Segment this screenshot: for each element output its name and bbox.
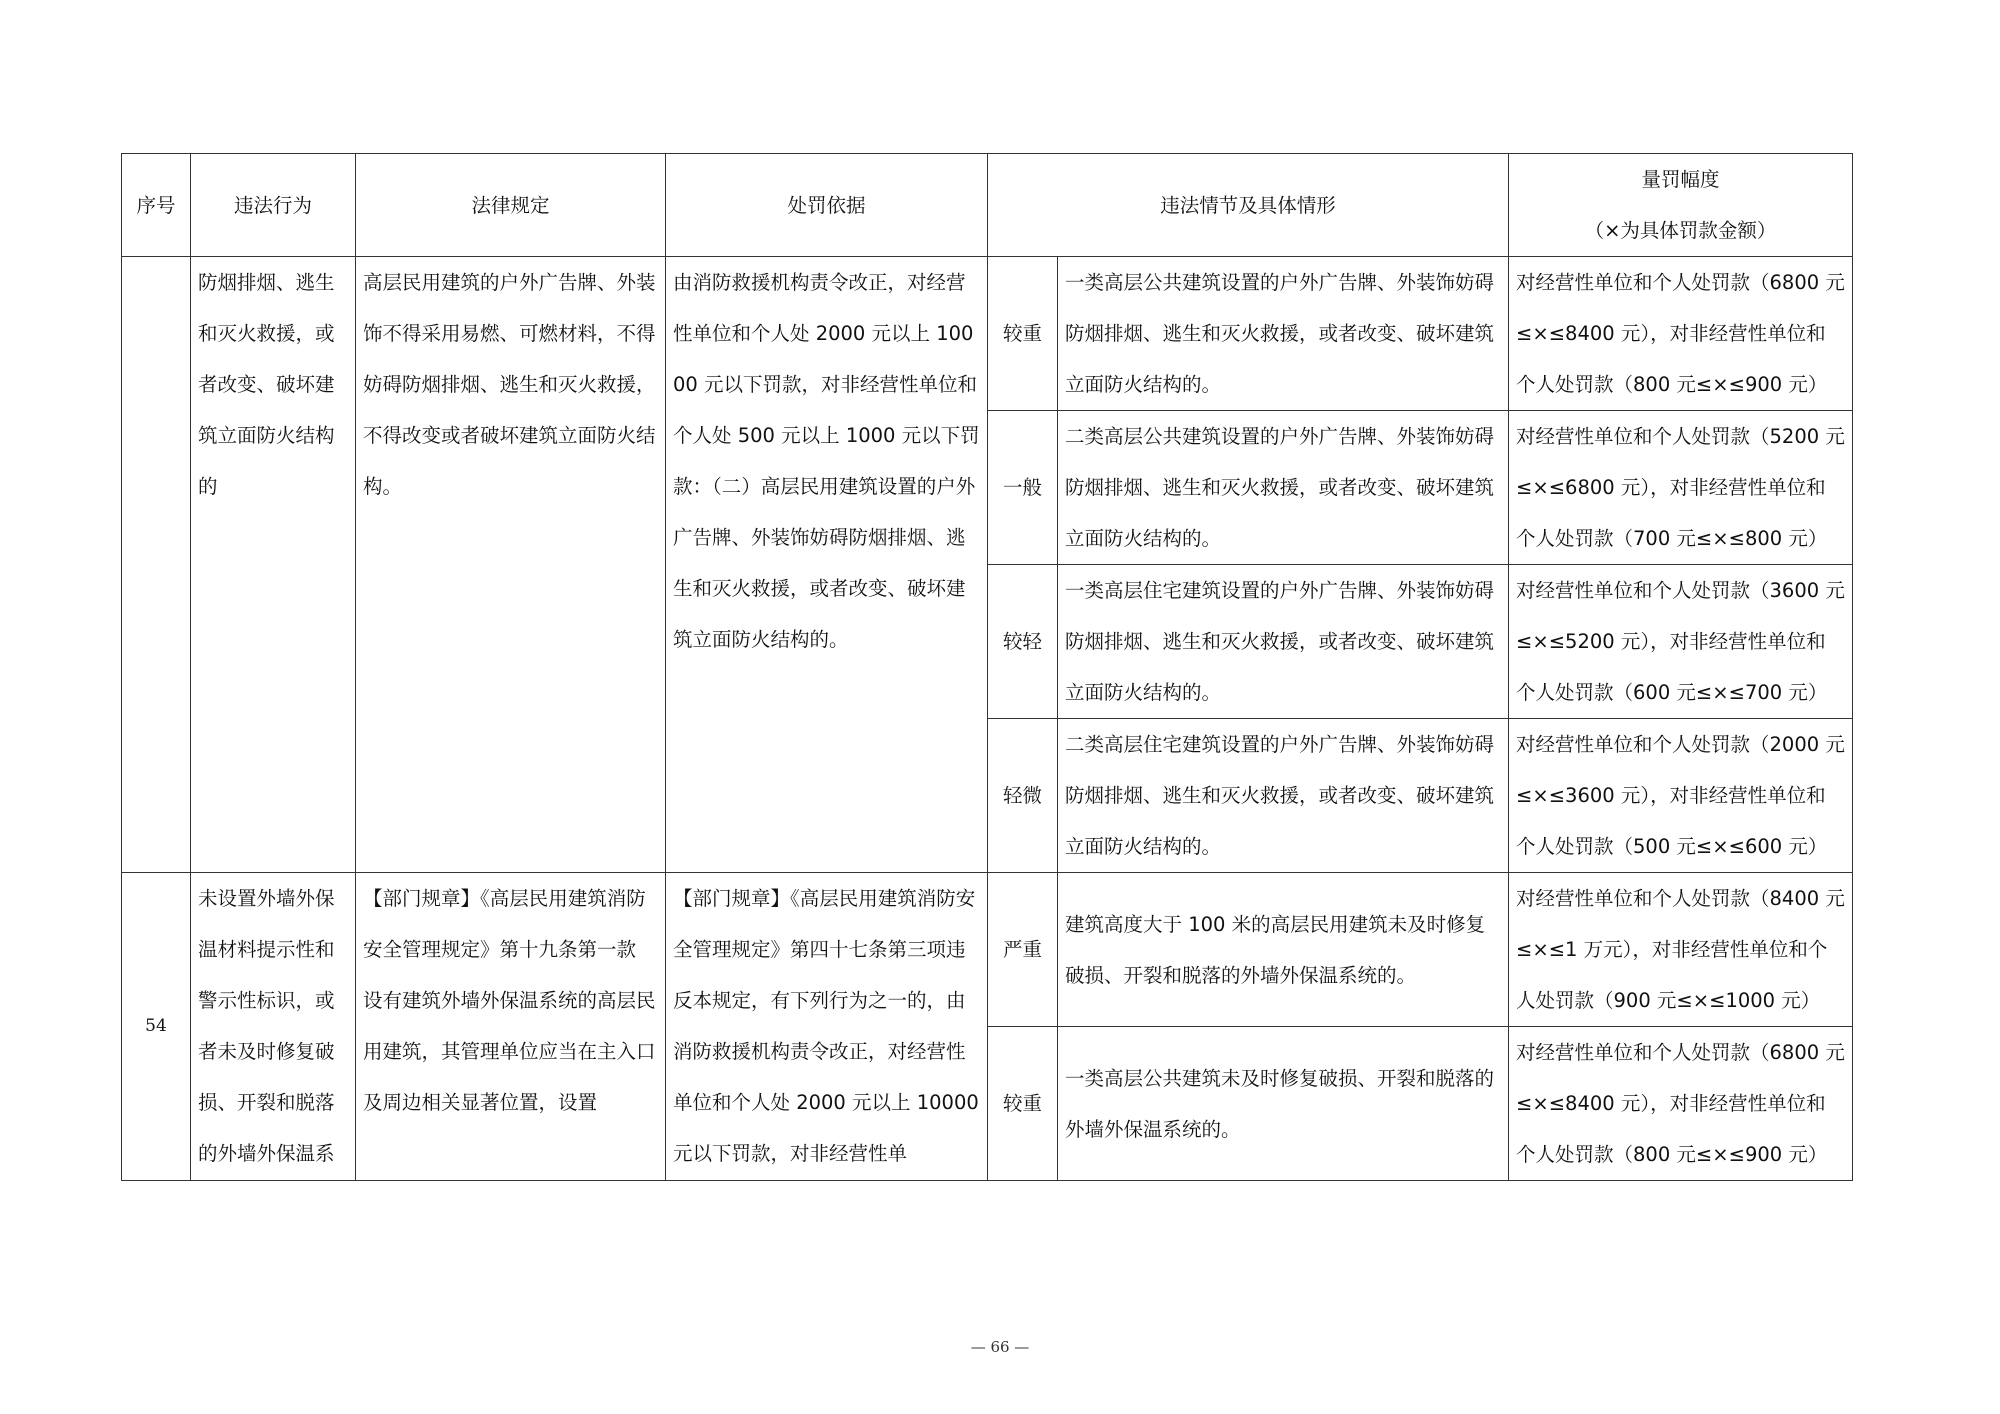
table-row [122,257,1853,411]
page-number: — 66 — [970,1338,1030,1356]
row1-grade-penalty: 对经营性单位和个人处罚款（3600 元≤×≤5200 元），对非经营性单位和个人处罚款（600 元≤×≤700 元） [1509,565,1853,719]
row2-grade-level: 较重 [988,1027,1058,1181]
row1-basis: 由消防救援机构责令改正，对经营性单位和个人处 2000 元以上 10000 元以下罚款，对非经营性单位和个人处 500 元以上 1000 元以下罚款：（二）高层民用建筑设置的户外广告牌、外装饰妨碍防烟排烟、逃生和灭火救援，或者改变、破坏建筑立面防火结构的。 [666,257,988,873]
row1-grade-detail: 二类高层住宅建筑设置的户外广告牌、外装饰妨碍防烟排烟、逃生和灭火救援，或者改变、破坏建筑立面防火结构的。 [1058,719,1509,873]
row2-behavior: 未设置外墙外保温材料提示性和警示性标识，或者未及时修复破损、开裂和脱落的外墙外保温系 [191,873,356,1181]
row2-grade-detail: 建筑高度大于 100 米的高层民用建筑未及时修复破损、开裂和脱落的外墙外保温系统的。 [1058,873,1509,1027]
row1-grade-level: 较重 [988,257,1058,411]
header-seq: 序号 [122,154,191,257]
row1-grade-penalty: 对经营性单位和个人处罚款（2000 元≤×≤3600 元），对非经营性单位和个人处罚款（500 元≤×≤600 元） [1509,719,1853,873]
header-basis: 处罚依据 [666,154,988,257]
row1-grade-detail: 一类高层公共建筑设置的户外广告牌、外装饰妨碍防烟排烟、逃生和灭火救援，或者改变、破坏建筑立面防火结构的。 [1058,257,1509,411]
header-behavior: 违法行为 [191,154,356,257]
penalty-table [121,153,1853,1181]
row2-grade-penalty: 对经营性单位和个人处罚款（8400 元≤×≤1 万元），对非经营性单位和个人处罚款（900 元≤×≤1000 元） [1509,873,1853,1027]
row2-basis: 【部门规章】《高层民用建筑消防安全管理规定》第四十七条第三项违反本规定，有下列行为之一的，由消防救援机构责令改正，对经营性单位和个人处 2000 元以上 10000 元以下罚款，对非经营性单 [666,873,988,1181]
row1-seq [122,257,191,873]
header-range-line2: （×为具体罚款金额） [1584,219,1777,242]
header-law: 法律规定 [356,154,666,257]
row2-law-line2: 设有建筑外墙外保温系统的高层民用建筑，其管理单位应当在主入口及周边相关显著位置，设置 [363,989,656,1114]
row2-grade-detail: 一类高层公共建筑未及时修复破损、开裂和脱落的外墙外保温系统的。 [1058,1027,1509,1181]
row1-behavior: 防烟排烟、逃生和灭火救援，或者改变、破坏建筑立面防火结构的 [191,257,356,873]
row1-law: 高层民用建筑的户外广告牌、外装饰不得采用易燃、可燃材料，不得妨碍防烟排烟、逃生和灭火救援，不得改变或者破坏建筑立面防火结构。 [356,257,666,873]
header-range-line1: 量罚幅度 [1641,168,1720,191]
table-row [122,873,1853,1027]
header-row [122,154,1853,257]
row2-law [356,873,666,1181]
row2-seq: 54 [122,873,191,1181]
header-range [1509,154,1853,257]
row2-grade-penalty: 对经营性单位和个人处罚款（6800 元≤×≤8400 元），对非经营性单位和个人处罚款（800 元≤×≤900 元） [1509,1027,1853,1181]
row1-grade-level: 轻微 [988,719,1058,873]
row1-grade-level: 一般 [988,411,1058,565]
row1-grade-level: 较轻 [988,565,1058,719]
header-circumstance: 违法情节及具体情形 [988,154,1509,257]
row1-grade-detail: 二类高层公共建筑设置的户外广告牌、外装饰妨碍防烟排烟、逃生和灭火救援，或者改变、破坏建筑立面防火结构的。 [1058,411,1509,565]
row1-grade-penalty: 对经营性单位和个人处罚款（5200 元≤×≤6800 元），对非经营性单位和个人处罚款（700 元≤×≤800 元） [1509,411,1853,565]
row1-grade-penalty: 对经营性单位和个人处罚款（6800 元≤×≤8400 元），对非经营性单位和个人处罚款（800 元≤×≤900 元） [1509,257,1853,411]
row2-grade-level: 严重 [988,873,1058,1027]
row1-grade-detail: 一类高层住宅建筑设置的户外广告牌、外装饰妨碍防烟排烟、逃生和灭火救援，或者改变、破坏建筑立面防火结构的。 [1058,565,1509,719]
row2-law-line1: 【部门规章】《高层民用建筑消防安全管理规定》第十九条第一款 [363,887,646,961]
